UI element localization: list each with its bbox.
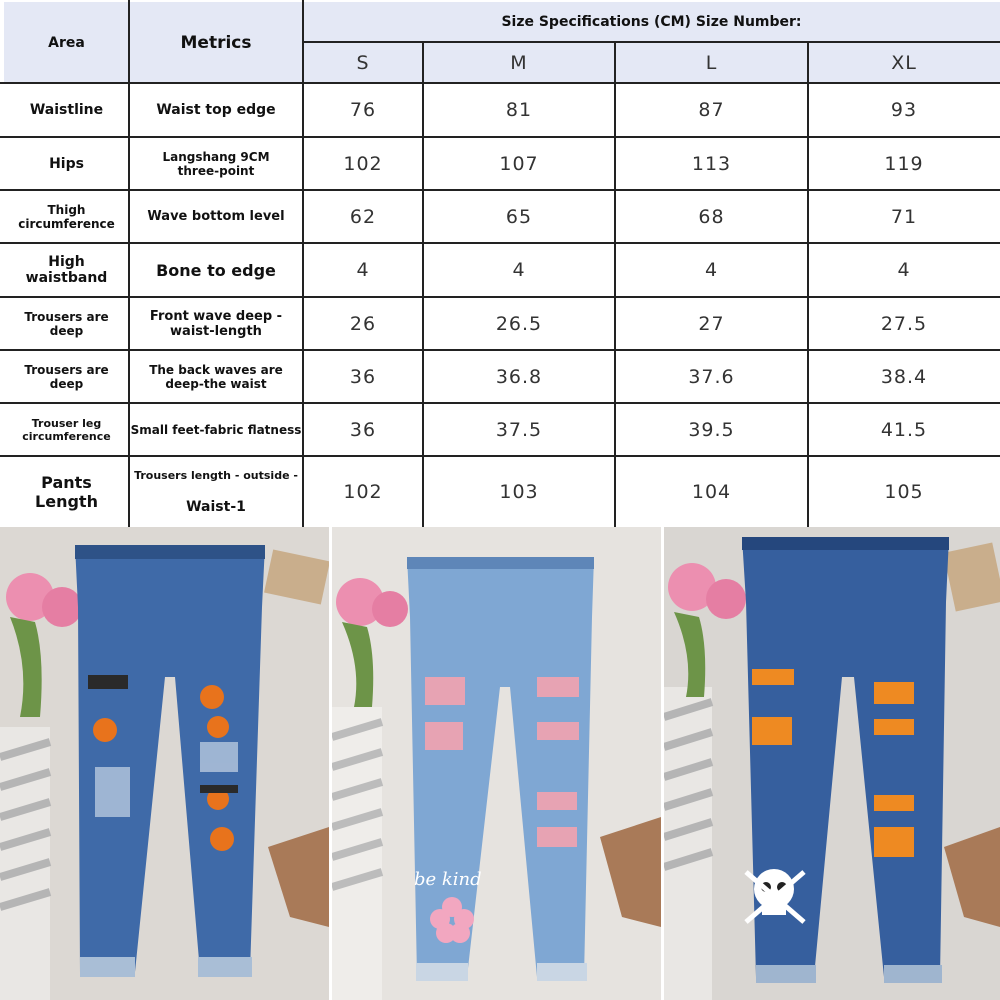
- product-photo-skull: [664, 527, 1000, 1000]
- row-area-hips: Hips: [49, 155, 84, 172]
- grid-line: [0, 296, 1000, 298]
- grid-line: [0, 189, 1000, 191]
- row-area-waistband: High waistband: [25, 254, 108, 286]
- grid-line: [128, 0, 130, 527]
- row-area-back-rise: Trousers are deep: [24, 362, 109, 391]
- table-cell: 26: [349, 312, 377, 335]
- table-cell: 37.5: [495, 418, 543, 441]
- table-cell: 103: [499, 480, 539, 503]
- metric-line-2: Waist-1: [186, 498, 246, 515]
- table-cell: 107: [499, 152, 539, 175]
- metric-line-1: Trousers length - outside -: [134, 468, 298, 482]
- header-metrics-cell: [129, 2, 303, 83]
- table-cell: 4: [704, 259, 719, 281]
- table-cell: 39.5: [688, 418, 735, 441]
- table-cell: 104: [691, 480, 732, 503]
- row-metric-thigh: Wave bottom level: [147, 209, 285, 224]
- row-metric-back-rise: The back waves are deep-the waist: [149, 362, 283, 391]
- row-metric-leg-opening: Small feet-fabric flatness: [130, 422, 302, 437]
- row-metric-waistband: Bone to edge: [156, 260, 276, 280]
- table-cell: 4: [356, 259, 370, 281]
- size-header-m: M: [423, 42, 615, 83]
- size-header-l: L: [615, 42, 808, 83]
- table-cell: 36: [349, 365, 377, 388]
- header-metrics-label: Metrics: [180, 32, 252, 53]
- table-cell: 68: [698, 205, 725, 228]
- table-cell: 81: [505, 99, 533, 121]
- table-cell: 37.6: [688, 365, 735, 388]
- grid-line: [0, 402, 1000, 404]
- table-cell: 65: [505, 205, 533, 228]
- grid-line: [807, 42, 809, 527]
- table-cell: 87: [698, 99, 725, 121]
- row-area-thigh: Thigh circumference: [18, 202, 115, 231]
- table-cell: 76: [349, 99, 377, 121]
- caption-text: be kind: [414, 869, 482, 890]
- row-area-waistline: Waistline: [29, 102, 104, 118]
- row-area-front-rise: Trousers are deep: [24, 309, 109, 338]
- row-area-pants-length: Pants Length: [35, 472, 98, 511]
- row-area-leg-opening: Trouser leg circumference: [22, 416, 111, 443]
- grid-line: [0, 82, 1000, 84]
- table-cell: 26.5: [495, 312, 543, 335]
- table-cell: 38.4: [880, 365, 928, 388]
- table-cell: 102: [343, 480, 383, 503]
- size-header-xl: XL: [808, 42, 1000, 83]
- grid-line: [422, 42, 424, 527]
- grid-line: [614, 42, 616, 527]
- table-cell: 41.5: [880, 418, 928, 441]
- grid-line: [0, 455, 1000, 457]
- table-cell: 4: [512, 259, 526, 281]
- header-area-label: Area: [48, 34, 85, 51]
- product-photo-flower: [332, 527, 661, 1000]
- grid-line: [302, 0, 304, 527]
- table-cell: 27.5: [880, 312, 928, 335]
- grid-line: [0, 349, 1000, 351]
- row-metric-front-rise: Front wave deep - waist-length: [149, 308, 283, 339]
- table-cell: 62: [349, 205, 377, 228]
- product-photo-pumpkin: [0, 527, 329, 1000]
- table-cell: 4: [897, 259, 911, 281]
- table-cell: 36: [349, 418, 377, 441]
- row-metric-hips: Langshang 9CM three-point: [162, 149, 270, 178]
- header-area-cell: [4, 2, 129, 83]
- spec-title: Size Specifications (CM) Size Number:: [501, 14, 802, 30]
- table-cell: 93: [890, 99, 918, 121]
- header-spec-title-cell: [303, 2, 1000, 42]
- table-cell: 27: [698, 312, 725, 335]
- grid-line: [0, 136, 1000, 138]
- grid-line: [0, 242, 1000, 244]
- table-cell: 105: [884, 480, 924, 503]
- size-header-s: S: [303, 42, 423, 83]
- table-cell: 119: [884, 152, 924, 175]
- table-cell: 113: [691, 152, 732, 175]
- row-metric-waistline: Waist top edge: [156, 102, 276, 118]
- table-cell: 36.8: [495, 365, 543, 388]
- table-cell: 102: [343, 152, 383, 175]
- table-cell: 71: [890, 205, 918, 228]
- row-metric-pants-length: [129, 456, 303, 527]
- grid-line: [303, 41, 1000, 43]
